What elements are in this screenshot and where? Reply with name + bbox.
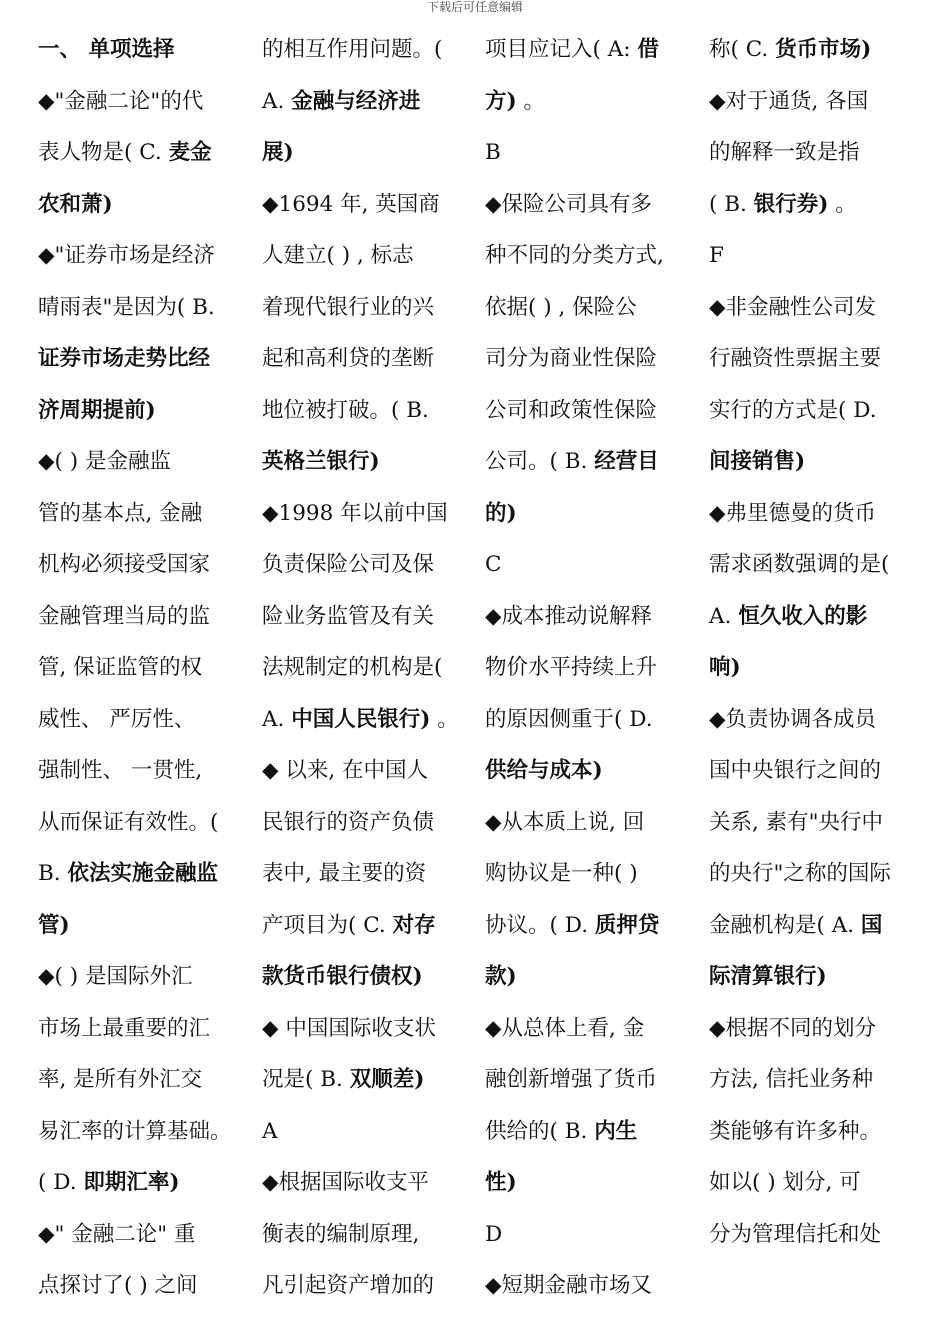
text-segment: 易汇率的计算基础。 [38,1118,232,1144]
text-line [709,1054,919,1106]
text-line [262,1054,472,1106]
text-segment: ◆ 以来, 在中国人 [262,758,429,783]
text-line [709,1157,919,1209]
text-line [485,1054,695,1106]
text-line [485,1106,695,1158]
text-segment: A. [262,706,292,732]
answer-text: 款) [485,964,517,989]
text-segment: 点探讨了( ) 之间 [38,1273,198,1298]
answer-text: 一、 单项选择 [38,37,175,62]
text-line [709,900,919,952]
text-line [485,694,695,746]
text-line [485,1209,695,1261]
text-line [709,694,919,746]
text-line [262,900,472,952]
text-line [485,127,695,179]
text-segment: ◆ 中国国际收支状 [262,1015,436,1041]
text-segment: 机构必须接受国家 [38,552,211,577]
text-line [38,385,248,437]
text-line [485,333,695,385]
text-segment: 实行的方式是( D. [709,397,877,423]
answer-text: 展) [262,140,294,165]
text-segment: 协议。( D. [485,912,595,938]
text-segment: 称( C. [709,37,776,62]
text-segment: ◆从本质上说, 回 [485,809,645,835]
text-line [485,642,695,694]
text-segment: ◆短期金融市场又 [485,1273,653,1298]
text-line [38,694,248,746]
text-segment: 方法, 信托业务种 [709,1067,874,1092]
text-line [485,797,695,849]
text-segment: 。 [430,706,459,732]
answer-text: 响) [709,655,741,680]
answer-text: 中国人民银行) [291,706,431,732]
text-line [709,1003,919,1055]
text-segment: 依据( ) , 保险公 [485,294,637,320]
text-line [709,24,919,76]
text-line [262,1209,472,1261]
text-line [709,1209,919,1261]
text-segment: ◆从总体上看, 金 [485,1015,645,1041]
text-line [262,848,472,900]
text-segment: 。 [516,88,546,114]
answer-text: 的) [485,500,517,526]
text-line [262,539,472,591]
text-segment: A. [262,88,292,114]
text-line [262,797,472,849]
text-segment: 衡表的编制原理, [262,1221,420,1247]
text-segment: 率, 是所有外汇交 [38,1067,203,1092]
text-segment: 产项目为( C. [262,912,393,938]
text-segment: ◆根据不同的划分 [709,1015,877,1041]
answer-text: 济周期提前) [38,397,156,423]
text-segment: 行融资性票据主要 [709,346,882,371]
answer-text: 国 [860,912,883,938]
text-segment: 起和高利贷的垄断 [262,346,435,371]
text-segment: ◆" 金融二论" 重 [38,1221,196,1247]
answer-text: 货币市场) [775,37,872,62]
text-segment: 项目应记入( A: [485,37,638,62]
answer-text: 款货币银行债权) [262,964,423,989]
text-line [485,539,695,591]
text-line [38,591,248,643]
text-line [262,951,472,1003]
text-line [709,848,919,900]
text-segment: 地位被打破。( B. [262,397,429,423]
text-segment: 从而保证有效性。( [38,809,219,835]
text-segment: 需求函数强调的是( [709,552,890,577]
text-line [262,694,472,746]
text-line [38,24,248,76]
answer-text: 际清算银行) [709,964,827,989]
text-segment: 分为管理信托和处 [709,1221,882,1247]
text-line [38,333,248,385]
text-line [262,24,472,76]
answer-text: 依法实施金融监 [67,861,218,886]
text-line [262,230,472,282]
text-segment: 公司。( B. [485,449,595,474]
text-line [38,76,248,128]
text-line [485,436,695,488]
text-line [262,436,472,488]
text-line [262,179,472,231]
text-segment: 负责保险公司及保 [262,552,435,577]
text-segment: ◆根据国际收支平 [262,1170,430,1195]
text-line [485,488,695,540]
text-line [709,230,919,282]
text-segment: 法规制定的机构是( [262,655,443,680]
text-segment: 金融管理当局的监 [38,603,211,629]
text-segment: B. [38,861,68,886]
text-segment: 强制性、 一贯性, [38,758,203,783]
text-line [709,745,919,797]
text-line [262,127,472,179]
text-column-2 [262,24,472,1312]
answer-text: 对存 [392,912,436,938]
text-line [38,282,248,334]
text-line [709,127,919,179]
text-segment: 况是( B. [262,1067,350,1092]
text-segment: 如以( ) 划分, 可 [709,1170,861,1195]
text-line [485,1260,695,1312]
text-segment: ◆( ) 是金融监 [38,449,171,474]
text-segment: ◆1694 年, 英国商 [262,191,440,217]
text-column-4 [709,24,919,1260]
text-line [38,900,248,952]
text-line [262,1157,472,1209]
text-line [262,1003,472,1055]
answer-text: 银行券) [753,191,829,217]
text-segment: ◆弗里德曼的货币 [709,500,877,526]
text-segment: 供给的( B. [485,1118,595,1144]
page-header: 下载后可任意编辑 [426,0,523,14]
text-line [38,230,248,282]
answer-text: 农和萧) [38,191,113,217]
text-segment: 种不同的分类方式, [485,243,664,268]
text-line [485,24,695,76]
text-segment: F [709,243,724,268]
text-line [38,745,248,797]
text-segment: ◆( ) 是国际外汇 [38,964,193,989]
text-segment: 类能够有许多种。 [709,1118,882,1144]
text-line [262,488,472,540]
text-segment: 险业务监管及有关 [262,603,435,629]
text-line [709,1106,919,1158]
answer-text: 借 [637,37,659,62]
text-segment: 的解释一致是指 [709,140,860,165]
text-segment: A [262,1118,278,1144]
text-segment: 着现代银行业的兴 [262,294,435,320]
text-line [709,951,919,1003]
text-segment: 的相互作用问题。( [262,37,443,62]
text-line [262,745,472,797]
text-segment: 关系, 素有"央行中 [709,809,884,835]
text-segment: 。 [828,191,857,217]
text-line [262,1106,472,1158]
text-line [38,539,248,591]
text-line [485,900,695,952]
answer-text: 质押贷 [594,912,660,938]
text-segment: 融创新增强了货币 [485,1067,658,1092]
answer-text: 管) [38,912,70,938]
answer-text: 性) [485,1170,517,1195]
text-line [485,591,695,643]
text-line [709,488,919,540]
answer-text: 内生 [594,1118,638,1144]
answer-text: 麦金 [168,140,212,165]
text-line [485,848,695,900]
text-line [262,385,472,437]
text-segment: 的央行"之称的国际 [709,861,891,886]
answer-text: 方) [485,88,517,114]
text-line [38,1157,248,1209]
text-line [709,333,919,385]
text-line [485,282,695,334]
text-line [38,1106,248,1158]
text-segment: ◆"金融二论"的代 [38,88,204,114]
text-line [38,951,248,1003]
text-segment: 管, 保证监管的权 [38,655,203,680]
text-segment: 威性、 严厉性、 [38,706,196,732]
text-segment: 购协议是一种( ) [485,861,638,886]
text-segment: 晴雨表"是因为( B. [38,294,215,320]
text-line [485,179,695,231]
answer-text: 即期汇率) [83,1170,180,1195]
text-segment: 表中, 最主要的资 [262,861,427,886]
text-line [709,797,919,849]
text-line [709,385,919,437]
text-segment: 凡引起资产增加的 [262,1273,435,1298]
text-line [38,436,248,488]
text-line [38,1003,248,1055]
text-segment: ◆1998 年以前中国 [262,500,448,526]
text-segment: ◆非金融性公司发 [709,294,877,320]
text-segment: 金融机构是( A. [709,912,861,938]
answer-text: 恒久收入的影 [738,603,868,629]
text-segment: ( D. [38,1170,84,1195]
answer-text: 供给与成本) [485,758,603,783]
text-line [709,179,919,231]
text-line [485,1157,695,1209]
answer-text: 间接销售) [709,449,806,474]
text-line [485,230,695,282]
text-segment: D [485,1221,503,1247]
text-line [38,127,248,179]
text-line [38,1209,248,1261]
answer-text: 证券市场走势比经 [38,346,211,371]
text-line [485,951,695,1003]
text-line [262,1260,472,1312]
text-segment: ◆对于通货, 各国 [709,88,869,114]
text-line [485,76,695,128]
answer-text: 经营目 [594,449,659,474]
answer-text: 双顺差) [349,1067,425,1092]
text-segment: 公司和政策性保险 [485,397,658,423]
answer-text: 金融与经济进 [291,88,421,114]
text-segment: 国中央银行之间的 [709,758,882,783]
text-line [485,385,695,437]
text-line [262,76,472,128]
text-segment: 表人物是( C. [38,140,169,165]
text-segment: C [485,552,502,577]
text-line [709,436,919,488]
text-line [709,76,919,128]
text-segment: 司分为商业性保险 [485,346,658,371]
text-segment: ◆保险公司具有多 [485,191,653,217]
text-line [485,745,695,797]
text-line [262,282,472,334]
text-line [262,333,472,385]
text-line [709,642,919,694]
text-segment: ( B. [709,191,754,217]
text-segment: 管的基本点, 金融 [38,500,203,526]
answer-text: 英格兰银行) [262,449,380,474]
text-line [38,488,248,540]
text-segment: 的原因侧重于( D. [485,706,653,732]
text-line [38,1054,248,1106]
text-line [38,848,248,900]
text-segment: 物价水平持续上升 [485,655,658,680]
text-line [38,179,248,231]
text-line [709,539,919,591]
text-segment: B [485,140,501,165]
text-segment: 市场上最重要的汇 [38,1015,211,1041]
text-segment: ◆"证券市场是经济 [38,243,215,268]
text-line [262,642,472,694]
text-line [38,797,248,849]
text-line [485,1003,695,1055]
text-column-1 [38,24,248,1312]
text-line [38,1260,248,1312]
text-segment: ◆负责协调各成员 [709,706,877,732]
text-segment: 民银行的资产负债 [262,809,435,835]
text-line [262,591,472,643]
text-line [709,282,919,334]
text-line [709,591,919,643]
text-column-3 [485,24,695,1312]
text-segment: A. [709,603,739,629]
text-segment: 人建立( ) , 标志 [262,243,414,268]
text-line [38,642,248,694]
text-segment: ◆成本推动说解释 [485,603,653,629]
